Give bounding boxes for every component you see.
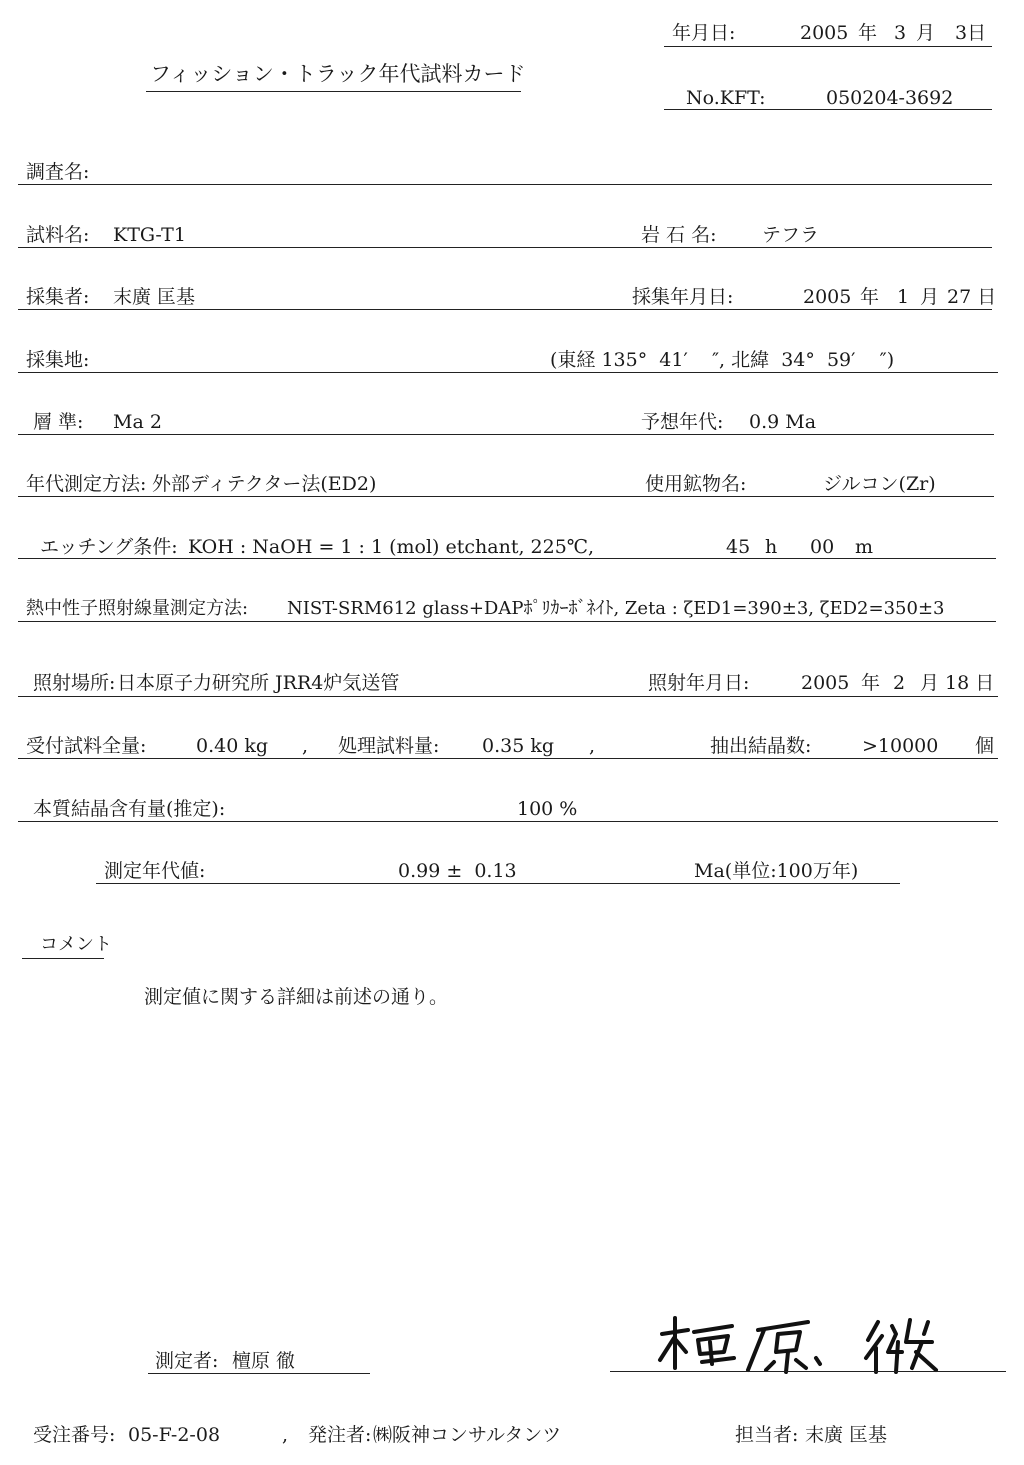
collector-label: 採集者:	[26, 286, 90, 308]
sample-underline	[18, 247, 992, 248]
etching-label: エッチング条件:	[40, 536, 178, 558]
content-underline	[18, 821, 998, 822]
collect-date-year-unit: 年	[860, 286, 880, 308]
order-no-label: 受注番号:	[33, 1424, 116, 1446]
extracted-value: >10000	[862, 735, 939, 757]
expected-age-value: 0.9 Ma	[749, 411, 817, 433]
date-year-unit: 年	[858, 22, 878, 44]
client-label: 発注者:	[308, 1424, 372, 1446]
etching-h-unit: h	[765, 536, 778, 558]
date-month-unit: 月	[916, 22, 936, 44]
date-label: 年月日:	[672, 22, 736, 44]
sample-label: 試料名:	[26, 224, 90, 246]
location-label: 採集地:	[26, 349, 90, 371]
rock-label: 岩 石 名:	[641, 224, 717, 246]
irradiation-date-year: 2005	[801, 672, 850, 694]
measured-age-underline	[96, 883, 900, 884]
date-underline	[664, 46, 992, 47]
measured-age-value: 0.99 ± 0.13	[398, 860, 517, 882]
mineral-label: 使用鉱物名:	[645, 473, 747, 495]
irradiation-date-month: 2	[893, 672, 906, 694]
neutron-label: 熱中性子照射線量測定方法:	[26, 598, 249, 619]
received-underline	[18, 758, 998, 759]
stratum-value: Ma 2	[113, 411, 162, 433]
etching-minutes: 00	[810, 536, 835, 558]
client-value: ㈱阪神コンサルタンツ	[373, 1424, 562, 1446]
method-underline	[18, 496, 994, 497]
collect-date-day: 27 日	[947, 286, 997, 308]
extracted-unit: 個	[975, 735, 995, 757]
extracted-label: 抽出結晶数:	[710, 735, 812, 757]
received-label: 受付試料全量:	[26, 735, 147, 757]
measurer-underline	[148, 1373, 370, 1374]
collect-date-month: 1	[897, 286, 910, 308]
content-label: 本質結晶含有量(推定):	[33, 798, 226, 820]
stratum-underline	[18, 434, 994, 435]
signature	[640, 1312, 960, 1376]
processed-label: 処理試料量:	[338, 735, 440, 757]
neutron-underline	[18, 621, 996, 622]
title-underline	[146, 91, 521, 92]
method-label: 年代測定方法:	[26, 473, 147, 495]
content-value: 100 %	[517, 798, 578, 820]
etching-hours: 45	[726, 536, 751, 558]
person-label: 担当者:	[735, 1424, 799, 1446]
collector-value: 末廣 匡基	[113, 286, 196, 308]
measurer-value: 檀原 徹	[232, 1350, 296, 1372]
comment-underline	[22, 958, 104, 959]
measured-age-unit: Ma(単位:100万年)	[694, 860, 859, 882]
order-no-value: 05-F-2-08	[128, 1424, 221, 1446]
neutron-value: NIST-SRM612 glass+DAPﾎﾟﾘｶｰﾎﾞﾈｲﾄ, Zeta : ζED1=390±3, ζED2=350±3	[287, 598, 945, 619]
collector-underline	[18, 309, 992, 310]
method-value: 外部ディテクター法(ED2)	[152, 473, 377, 495]
irradiation-date-year-unit: 年	[861, 672, 881, 694]
no-value: 050204-3692	[826, 87, 954, 109]
no-label: No.KFT:	[686, 87, 766, 109]
comment-text: 測定値に関する詳細は前述の通り。	[144, 986, 449, 1008]
mineral-value: ジルコン(Zr)	[823, 473, 936, 495]
no-underline	[664, 109, 992, 110]
signature-text	[0, 0, 1, 1]
irradiation-date-day: 18 日	[945, 672, 995, 694]
survey-label: 調査名:	[26, 161, 90, 183]
collect-date-year: 2005	[803, 286, 852, 308]
date-year: 2005	[800, 22, 849, 44]
location-coords: (東経 135° 41′ ″, 北緯 34° 59′ ″)	[550, 349, 895, 371]
irradiation-place-label: 照射場所:	[33, 672, 116, 694]
irradiation-date-label: 照射年月日:	[648, 672, 750, 694]
expected-age-label: 予想年代:	[641, 411, 724, 433]
collect-date-label: 採集年月日:	[632, 286, 734, 308]
irradiation-underline	[18, 696, 998, 697]
irradiation-place-value: 日本原子力研究所 JRR4炉気送管	[117, 672, 400, 694]
etching-underline	[18, 558, 996, 559]
date-day: 3日	[955, 22, 987, 44]
person-value: 末廣 匡基	[805, 1424, 888, 1446]
sample-value: KTG-T1	[113, 224, 186, 246]
order-sep: ,	[282, 1424, 289, 1446]
comment-label: コメント	[40, 934, 112, 955]
signature-underline	[610, 1371, 1006, 1372]
processed-sep: ,	[589, 735, 596, 757]
processed-value: 0.35 kg	[482, 735, 555, 757]
stratum-label: 層 準:	[33, 411, 84, 433]
location-underline	[18, 372, 998, 373]
collect-date-month-unit: 月	[920, 286, 940, 308]
received-sep: ,	[302, 735, 309, 757]
rock-value: テフラ	[762, 224, 820, 246]
card-title: フィッション・トラック年代試料カード	[150, 62, 526, 86]
irradiation-date-month-unit: 月	[920, 672, 940, 694]
date-month: 3	[894, 22, 907, 44]
measured-age-label: 測定年代値:	[104, 860, 206, 882]
survey-underline	[18, 184, 992, 185]
measurer-label: 測定者:	[155, 1350, 219, 1372]
etching-m-unit: m	[855, 536, 874, 558]
received-value: 0.40 kg	[196, 735, 269, 757]
etching-value: KOH : NaOH = 1 : 1 (mol) etchant, 225℃,	[188, 536, 595, 558]
